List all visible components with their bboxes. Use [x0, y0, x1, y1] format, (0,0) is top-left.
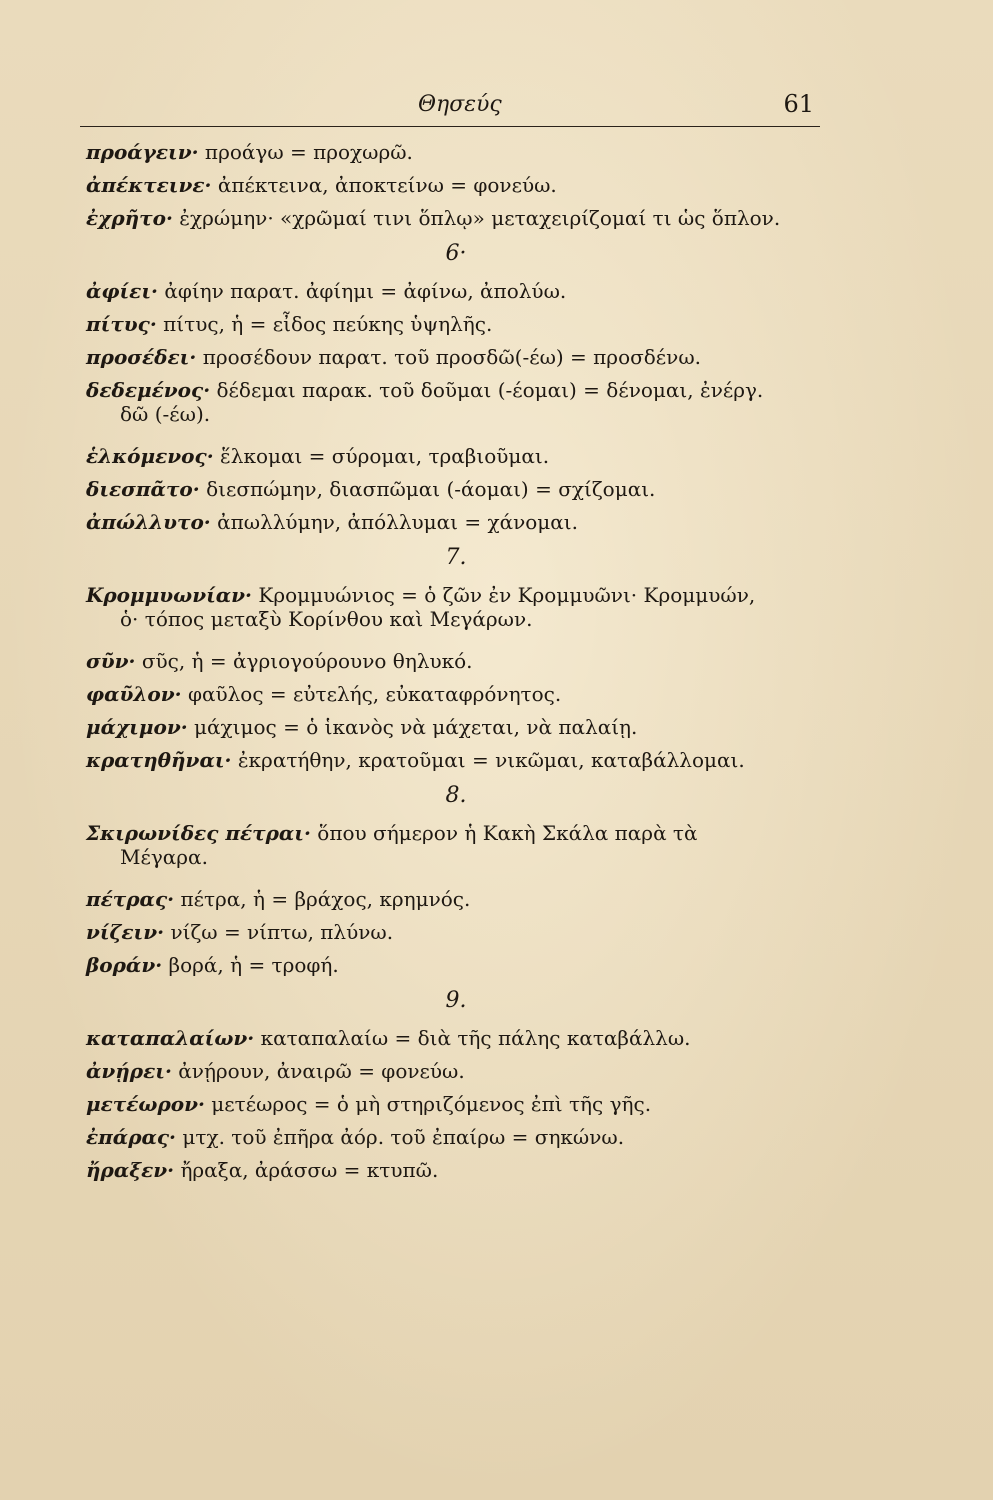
header-rule: [80, 126, 820, 127]
glossary-entry: [86, 583, 826, 649]
glossary-entry: [86, 206, 826, 239]
section-number: 6·: [445, 241, 467, 266]
glossary-entry: [86, 1059, 826, 1092]
entry-gloss: σῦς, ἡ = ἀγριογούρουνο θηλυκό.: [141, 649, 473, 673]
entry-lemma: μάχιμον·: [86, 715, 188, 739]
entry-gloss: πέτρα, ἡ = βράχος, κρημνός.: [180, 887, 471, 911]
entry-lemma: φαῦλον·: [86, 682, 182, 706]
glossary-entry: [86, 173, 826, 206]
entry-gloss: Κρομμυώνιος = ὁ ζῶν ἐν Κρομμυῶνι· Κρομμυών,: [258, 583, 756, 607]
glossary-entry: [86, 378, 826, 444]
entry-lemma: βοράν·: [86, 953, 163, 977]
entry-lemma: κρατηθῆναι·: [86, 748, 232, 772]
entry-lemma: ἀφίει·: [86, 279, 158, 303]
entry-gloss: μτχ. τοῦ ἐπῆρα ἀόρ. τοῦ ἐπαίρω = σηκώνω.: [182, 1125, 625, 1149]
glossary-body: [86, 140, 826, 1191]
glossary-entry: [86, 920, 826, 953]
entry-gloss: ἕλκομαι = σύρομαι, τραβιοῦμαι.: [220, 444, 550, 468]
entry-gloss: προσέδουν παρατ. τοῦ προσδῶ(-έω) = προσδένω.: [202, 345, 701, 369]
glossary-entry: [86, 1026, 826, 1059]
section-number: 7.: [445, 545, 467, 570]
entry-gloss: νίζω = νίπτω, πλύνω.: [170, 920, 394, 944]
entry-gloss: ἀπωλλύμην, ἀπόλλυμαι = χάνομαι.: [217, 510, 578, 534]
entry-lemma: νίζειν·: [86, 920, 165, 944]
glossary-entry: [86, 345, 826, 378]
entry-gloss: φαῦλος = εὐτελής, εὐκαταφρόνητος.: [187, 682, 562, 706]
entry-lemma: ἀνῄρει·: [86, 1059, 172, 1083]
running-title: Θησεύς: [418, 92, 502, 117]
glossary-entry: [86, 715, 826, 748]
entry-lemma: μετέωρον·: [86, 1092, 205, 1116]
glossary-entry: [86, 649, 826, 682]
entry-lemma: δεδεμένος·: [86, 378, 211, 402]
glossary-entry: [86, 887, 826, 920]
entry-gloss: ἀπέκτεινα, ἀποκτείνω = φονεύω.: [217, 173, 557, 197]
glossary-entry: [86, 682, 826, 715]
entry-lemma: πέτρας·: [86, 887, 175, 911]
glossary-entry: [86, 953, 826, 986]
entry-gloss: μάχιμος = ὁ ἱκανὸς νὰ μάχεται, νὰ παλαίῃ.: [194, 715, 638, 739]
entry-gloss: ἀφίην παρατ. ἀφίημι = ἀφίνω, ἀπολύω.: [164, 279, 567, 303]
entry-lemma: Κρομμυωνίαν·: [86, 583, 253, 607]
section-number: 9.: [445, 988, 467, 1013]
page-number: 61: [783, 90, 814, 118]
entry-gloss: ὅπου σήμερον ἡ Κακὴ Σκάλα παρὰ τὰ: [317, 821, 698, 845]
glossary-entry: [86, 1125, 826, 1158]
entry-gloss: ἐκρατήθην, κρατοῦμαι = νικῶμαι, καταβάλλομαι.: [237, 748, 745, 772]
entry-lemma: προάγειν·: [86, 140, 199, 164]
entry-gloss: προάγω = προχωρῶ.: [204, 140, 413, 164]
entry-gloss: ἐχρώμην· «χρῶμαί τινι ὅπλῳ» μεταχειρίζομαί τι ὡς ὅπλον.: [179, 206, 781, 230]
entry-gloss-continuation: ὁ· τόπος μεταξὺ Κορίνθου καὶ Μεγάρων.: [120, 607, 533, 631]
entry-gloss-continuation: δῶ (-έω).: [120, 402, 211, 426]
entry-lemma: σῦν·: [86, 649, 136, 673]
entry-gloss: δέδεμαι παρακ. τοῦ δοῦμαι (-έομαι) = δένομαι, ἐνέργ.: [216, 378, 764, 402]
glossary-entry: [86, 477, 826, 510]
entry-lemma: διεσπᾶτο·: [86, 477, 200, 501]
glossary-entry: [86, 821, 826, 887]
entry-gloss: ἤραξα, ἀράσσω = κτυπῶ.: [180, 1158, 439, 1182]
entry-gloss: πίτυς, ἡ = εἶδος πεύκης ὑψηλῆς.: [163, 312, 493, 336]
glossary-entry: [86, 510, 826, 543]
page-header: [80, 88, 820, 128]
entry-lemma: ἑλκόμενος·: [86, 444, 214, 468]
glossary-entry: [86, 1158, 826, 1191]
entry-gloss-continuation: Μέγαρα.: [120, 845, 208, 869]
entry-lemma: πίτυς·: [86, 312, 157, 336]
entry-lemma: καταπαλαίων·: [86, 1026, 255, 1050]
glossary-entry: [86, 1092, 826, 1125]
entry-lemma: ἐπάρας·: [86, 1125, 177, 1149]
entry-gloss: βορά, ἡ = τροφή.: [168, 953, 339, 977]
entry-lemma: ἤραξεν·: [86, 1158, 175, 1182]
entry-gloss: διεσπώμην, διασπῶμαι (-άομαι) = σχίζομαι.: [206, 477, 656, 501]
glossary-entry: [86, 140, 826, 173]
entry-lemma: ἀπέκτεινε·: [86, 173, 212, 197]
entry-lemma: προσέδει·: [86, 345, 197, 369]
entry-lemma: Σκιρωνίδες πέτραι·: [86, 821, 311, 845]
glossary-entry: [86, 444, 826, 477]
entry-gloss: καταπαλαίω = διὰ τῆς πάλης καταβάλλω.: [260, 1026, 691, 1050]
entry-gloss: ἀνῄρουν, ἀναιρῶ = φονεύω.: [178, 1059, 465, 1083]
entry-lemma: ἐχρῆτο·: [86, 206, 173, 230]
entry-gloss: μετέωρος = ὁ μὴ στηριζόμενος ἐπὶ τῆς γῆς.: [211, 1092, 652, 1116]
glossary-entry: [86, 279, 826, 312]
section-number: 8.: [445, 783, 467, 808]
entry-lemma: ἀπώλλυτο·: [86, 510, 211, 534]
glossary-entry: [86, 748, 826, 781]
glossary-entry: [86, 312, 826, 345]
